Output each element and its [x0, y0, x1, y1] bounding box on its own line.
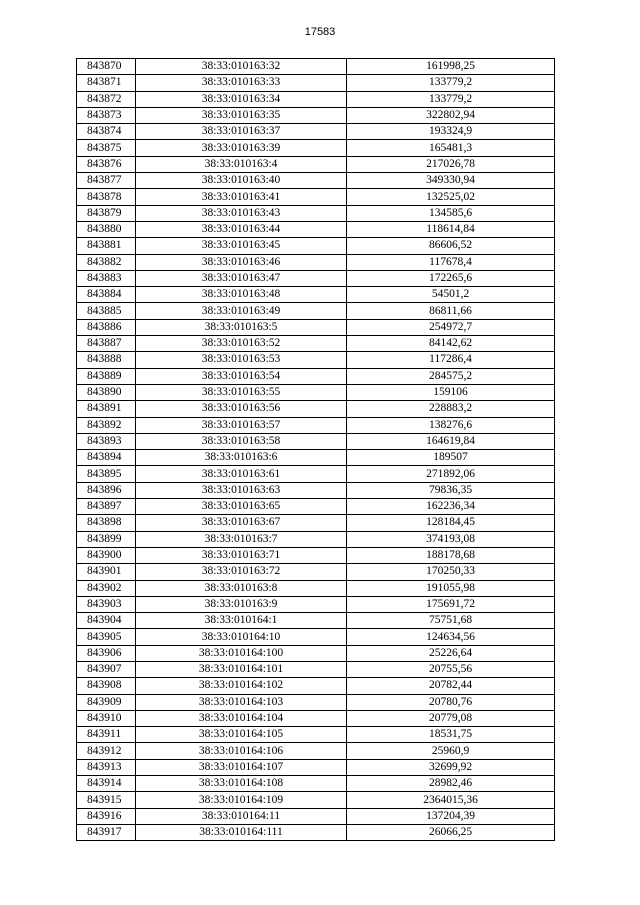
row-id-cell: 843876: [77, 156, 136, 172]
table-row: [77, 645, 555, 661]
table-row: [77, 564, 555, 580]
cadastral-number-cell: 38:33:010163:9: [136, 596, 347, 612]
cadastral-number-cell: 38:33:010163:33: [136, 75, 347, 91]
row-id-cell: 843910: [77, 710, 136, 726]
row-id-cell: 843896: [77, 482, 136, 498]
table-row: [77, 319, 555, 335]
value-cell: 188178,68: [347, 547, 555, 563]
value-cell: 20782,44: [347, 678, 555, 694]
table-row: [77, 824, 555, 840]
value-cell: 28982,46: [347, 776, 555, 792]
cadastral-number-cell: 38:33:010163:48: [136, 287, 347, 303]
cadastral-number-cell: 38:33:010163:61: [136, 466, 347, 482]
row-id-cell: 843881: [77, 238, 136, 254]
value-cell: 86606,52: [347, 238, 555, 254]
table-row: [77, 156, 555, 172]
value-cell: 79836,35: [347, 482, 555, 498]
table-row: [77, 433, 555, 449]
value-cell: 374193,08: [347, 531, 555, 547]
table-row: [77, 629, 555, 645]
table-row: [77, 808, 555, 824]
row-id-cell: 843882: [77, 254, 136, 270]
row-id-cell: 843891: [77, 401, 136, 417]
table-body: [77, 59, 555, 841]
row-id-cell: 843911: [77, 727, 136, 743]
cadastral-number-cell: 38:33:010163:6: [136, 450, 347, 466]
row-id-cell: 843880: [77, 221, 136, 237]
table-row: [77, 173, 555, 189]
cadastral-number-cell: 38:33:010163:32: [136, 59, 347, 75]
value-cell: 271892,06: [347, 466, 555, 482]
table-row: [77, 401, 555, 417]
row-id-cell: 843894: [77, 450, 136, 466]
cadastral-number-cell: 38:33:010164:100: [136, 645, 347, 661]
cadastral-number-cell: 38:33:010163:39: [136, 140, 347, 156]
row-id-cell: 843917: [77, 824, 136, 840]
value-cell: 117286,4: [347, 352, 555, 368]
row-id-cell: 843890: [77, 384, 136, 400]
row-id-cell: 843912: [77, 743, 136, 759]
table-row: [77, 743, 555, 759]
cadastral-number-cell: 38:33:010164:106: [136, 743, 347, 759]
table-row: [77, 759, 555, 775]
value-cell: 189507: [347, 450, 555, 466]
cadastral-number-cell: 38:33:010163:46: [136, 254, 347, 270]
value-cell: 124634,56: [347, 629, 555, 645]
cadastral-number-cell: 38:33:010163:52: [136, 336, 347, 352]
cadastral-number-cell: 38:33:010163:4: [136, 156, 347, 172]
value-cell: 165481,3: [347, 140, 555, 156]
table-row: [77, 124, 555, 140]
cadastral-number-cell: 38:33:010163:65: [136, 499, 347, 515]
row-id-cell: 843874: [77, 124, 136, 140]
table-row: [77, 531, 555, 547]
table-row: [77, 75, 555, 91]
value-cell: 175691,72: [347, 596, 555, 612]
value-cell: 75751,68: [347, 613, 555, 629]
cadastral-number-cell: 38:33:010163:45: [136, 238, 347, 254]
table-row: [77, 384, 555, 400]
row-id-cell: 843878: [77, 189, 136, 205]
cadastral-number-cell: 38:33:010163:49: [136, 303, 347, 319]
value-cell: 20755,56: [347, 661, 555, 677]
row-id-cell: 843875: [77, 140, 136, 156]
value-cell: 20779,08: [347, 710, 555, 726]
row-id-cell: 843913: [77, 759, 136, 775]
table-row: [77, 482, 555, 498]
table-row: [77, 303, 555, 319]
page-number: 17583: [304, 26, 336, 38]
row-id-cell: 843895: [77, 466, 136, 482]
row-id-cell: 843888: [77, 352, 136, 368]
cadastral-number-cell: 38:33:010163:35: [136, 107, 347, 123]
table-row: [77, 336, 555, 352]
row-id-cell: 843871: [77, 75, 136, 91]
value-cell: 170250,33: [347, 564, 555, 580]
cadastral-number-cell: 38:33:010164:10: [136, 629, 347, 645]
value-cell: 54501,2: [347, 287, 555, 303]
value-cell: 191055,98: [347, 580, 555, 596]
value-cell: 322802,94: [347, 107, 555, 123]
cadastral-number-cell: 38:33:010164:102: [136, 678, 347, 694]
cadastral-value-table: [76, 58, 555, 841]
table-row: [77, 710, 555, 726]
table-row: [77, 205, 555, 221]
cadastral-number-cell: 38:33:010163:44: [136, 221, 347, 237]
cadastral-number-cell: 38:33:010164:1: [136, 613, 347, 629]
row-id-cell: 843899: [77, 531, 136, 547]
value-cell: 162236,34: [347, 499, 555, 515]
table-row: [77, 450, 555, 466]
row-id-cell: 843909: [77, 694, 136, 710]
value-cell: 132525,02: [347, 189, 555, 205]
row-id-cell: 843905: [77, 629, 136, 645]
value-cell: 133779,2: [347, 91, 555, 107]
cadastral-number-cell: 38:33:010163:72: [136, 564, 347, 580]
value-cell: 32699,92: [347, 759, 555, 775]
cadastral-number-cell: 38:33:010163:37: [136, 124, 347, 140]
value-cell: 25960,9: [347, 743, 555, 759]
value-cell: 117678,4: [347, 254, 555, 270]
value-cell: 26066,25: [347, 824, 555, 840]
table-row: [77, 515, 555, 531]
table-row: [77, 221, 555, 237]
cadastral-number-cell: 38:33:010163:56: [136, 401, 347, 417]
table-row: [77, 678, 555, 694]
row-id-cell: 843914: [77, 776, 136, 792]
cadastral-number-cell: 38:33:010163:5: [136, 319, 347, 335]
table-row: [77, 661, 555, 677]
row-id-cell: 843908: [77, 678, 136, 694]
row-id-cell: 843898: [77, 515, 136, 531]
cadastral-number-cell: 38:33:010163:71: [136, 547, 347, 563]
value-cell: 193324,9: [347, 124, 555, 140]
value-cell: 128184,45: [347, 515, 555, 531]
table-row: [77, 91, 555, 107]
table-row: [77, 59, 555, 75]
value-cell: 164619,84: [347, 433, 555, 449]
value-cell: 137204,39: [347, 808, 555, 824]
value-cell: 172265,6: [347, 270, 555, 286]
row-id-cell: 843889: [77, 368, 136, 384]
row-id-cell: 843892: [77, 417, 136, 433]
table-row: [77, 596, 555, 612]
table-row: [77, 270, 555, 286]
row-id-cell: 843897: [77, 499, 136, 515]
row-id-cell: 843907: [77, 661, 136, 677]
table-row: [77, 238, 555, 254]
cadastral-number-cell: 38:33:010164:105: [136, 727, 347, 743]
value-cell: 138276,6: [347, 417, 555, 433]
value-cell: 284575,2: [347, 368, 555, 384]
cadastral-number-cell: 38:33:010164:101: [136, 661, 347, 677]
value-cell: 18531,75: [347, 727, 555, 743]
cadastral-number-cell: 38:33:010163:58: [136, 433, 347, 449]
cadastral-number-cell: 38:33:010163:47: [136, 270, 347, 286]
value-cell: 84142,62: [347, 336, 555, 352]
row-id-cell: 843870: [77, 59, 136, 75]
table-row: [77, 727, 555, 743]
row-id-cell: 843893: [77, 433, 136, 449]
table-row: [77, 499, 555, 515]
table-row: [77, 189, 555, 205]
cadastral-number-cell: 38:33:010163:7: [136, 531, 347, 547]
cadastral-number-cell: 38:33:010163:63: [136, 482, 347, 498]
row-id-cell: 843915: [77, 792, 136, 808]
row-id-cell: 843885: [77, 303, 136, 319]
row-id-cell: 843906: [77, 645, 136, 661]
row-id-cell: 843901: [77, 564, 136, 580]
table-row: [77, 792, 555, 808]
value-cell: 118614,84: [347, 221, 555, 237]
value-cell: 161998,25: [347, 59, 555, 75]
cadastral-number-cell: 38:33:010163:43: [136, 205, 347, 221]
cadastral-number-cell: 38:33:010164:11: [136, 808, 347, 824]
row-id-cell: 843903: [77, 596, 136, 612]
cadastral-number-cell: 38:33:010164:107: [136, 759, 347, 775]
cadastral-number-cell: 38:33:010163:54: [136, 368, 347, 384]
cadastral-number-cell: 38:33:010164:108: [136, 776, 347, 792]
cadastral-number-cell: 38:33:010163:67: [136, 515, 347, 531]
cadastral-number-cell: 38:33:010163:40: [136, 173, 347, 189]
value-cell: 2364015,36: [347, 792, 555, 808]
table-row: [77, 547, 555, 563]
row-id-cell: 843900: [77, 547, 136, 563]
cadastral-number-cell: 38:33:010163:55: [136, 384, 347, 400]
value-cell: 86811,66: [347, 303, 555, 319]
table-row: [77, 352, 555, 368]
value-cell: 349330,94: [347, 173, 555, 189]
table-row: [77, 287, 555, 303]
cadastral-number-cell: 38:33:010164:109: [136, 792, 347, 808]
value-cell: 133779,2: [347, 75, 555, 91]
cadastral-number-cell: 38:33:010164:104: [136, 710, 347, 726]
cadastral-number-cell: 38:33:010163:41: [136, 189, 347, 205]
cadastral-number-cell: 38:33:010163:57: [136, 417, 347, 433]
row-id-cell: 843904: [77, 613, 136, 629]
table-row: [77, 466, 555, 482]
cadastral-number-cell: 38:33:010163:8: [136, 580, 347, 596]
value-cell: 25226,64: [347, 645, 555, 661]
cadastral-number-cell: 38:33:010163:53: [136, 352, 347, 368]
table-row: [77, 776, 555, 792]
row-id-cell: 843877: [77, 173, 136, 189]
row-id-cell: 843916: [77, 808, 136, 824]
table-row: [77, 254, 555, 270]
value-cell: 159106: [347, 384, 555, 400]
table-row: [77, 107, 555, 123]
row-id-cell: 843873: [77, 107, 136, 123]
table-row: [77, 694, 555, 710]
cadastral-number-cell: 38:33:010164:103: [136, 694, 347, 710]
cadastral-number-cell: 38:33:010163:34: [136, 91, 347, 107]
row-id-cell: 843883: [77, 270, 136, 286]
table-row: [77, 613, 555, 629]
value-cell: 134585,6: [347, 205, 555, 221]
row-id-cell: 843887: [77, 336, 136, 352]
row-id-cell: 843884: [77, 287, 136, 303]
table-row: [77, 368, 555, 384]
value-cell: 20780,76: [347, 694, 555, 710]
row-id-cell: 843872: [77, 91, 136, 107]
row-id-cell: 843902: [77, 580, 136, 596]
value-cell: 254972,7: [347, 319, 555, 335]
table-row: [77, 580, 555, 596]
value-cell: 217026,78: [347, 156, 555, 172]
cadastral-number-cell: 38:33:010164:111: [136, 824, 347, 840]
row-id-cell: 843879: [77, 205, 136, 221]
value-cell: 228883,2: [347, 401, 555, 417]
table-row: [77, 140, 555, 156]
table-row: [77, 417, 555, 433]
row-id-cell: 843886: [77, 319, 136, 335]
